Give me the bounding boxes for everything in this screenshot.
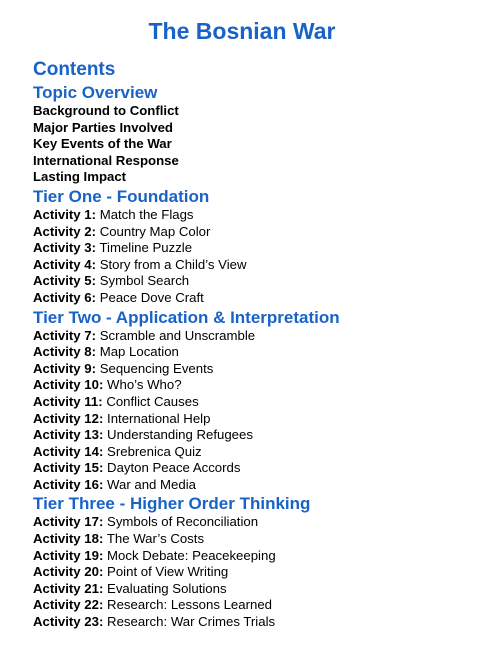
section-heading-tier-two: Tier Two - Application & Interpretation	[33, 307, 340, 327]
activity-item	[33, 581, 473, 598]
activity-number: Activity 17:	[33, 514, 104, 530]
activity-number: Activity 22:	[33, 597, 104, 613]
activity-item	[33, 564, 473, 581]
activity-item	[33, 273, 473, 290]
activity-number: Activity 23:	[33, 614, 104, 630]
activity-number: Activity 19:	[33, 547, 104, 563]
list-item: Major Parties Involved	[33, 119, 173, 135]
activity-number: Activity 20:	[33, 564, 104, 580]
activity-item	[33, 290, 473, 307]
activity-item	[33, 394, 473, 411]
activity-item	[33, 411, 473, 428]
activity-title: Mock Debate: Peacekeeping	[107, 547, 276, 563]
activity-title: Understanding Refugees	[107, 427, 253, 443]
activity-title: Sequencing Events	[99, 360, 214, 376]
activity-number: Activity 8:	[33, 344, 97, 360]
activity-title: Dayton Peace Accords	[107, 460, 241, 476]
activity-title: Who’s Who?	[107, 377, 182, 393]
activity-number: Activity 9:	[33, 360, 97, 376]
activity-title: Timeline Puzzle	[99, 240, 193, 256]
activity-item	[33, 477, 473, 494]
activity-title: Research: War Crimes Trials	[107, 614, 276, 630]
activity-number: Activity 11:	[33, 393, 103, 409]
activity-item	[33, 531, 473, 548]
activity-title: Match the Flags	[99, 206, 194, 222]
activity-title: The War’s Costs	[106, 531, 205, 547]
activity-number: Activity 10:	[33, 377, 104, 393]
activity-number: Activity 16:	[33, 476, 104, 492]
list-item: Key Events of the War	[33, 136, 172, 152]
activity-title: Research: Lessons Learned	[107, 597, 272, 613]
activity-item	[33, 597, 473, 614]
activity-number: Activity 18:	[33, 531, 104, 547]
list-item: Background to Conflict	[33, 103, 179, 118]
activity-number: Activity 3:	[33, 240, 97, 256]
section-heading-tier-three: Tier Three - Higher Order Thinking	[33, 494, 311, 514]
activity-number: Activity 15:	[33, 460, 104, 476]
activity-item	[33, 444, 473, 461]
activity-number: Activity 21:	[33, 580, 104, 596]
activity-number: Activity 2:	[33, 223, 97, 239]
activity-title: Map Location	[99, 344, 179, 360]
activity-item	[33, 427, 473, 444]
activity-number: Activity 6:	[33, 289, 97, 305]
activity-item	[33, 240, 473, 257]
table-of-contents	[33, 58, 473, 631]
activity-title: War and Media	[107, 476, 196, 492]
activity-item	[33, 460, 473, 477]
activity-item	[33, 224, 473, 241]
activity-title: Evaluating Solutions	[107, 580, 227, 596]
activity-title: Story from a Child’s View	[99, 256, 247, 272]
list-item: Lasting Impact	[33, 169, 127, 185]
activity-number: Activity 1:	[33, 206, 97, 222]
activity-number: Activity 13:	[33, 427, 104, 443]
activity-title: Symbol Search	[99, 273, 190, 289]
activity-number: Activity 7:	[33, 327, 97, 343]
list-item: International Response	[33, 152, 179, 168]
activity-item	[33, 514, 473, 531]
activity-number: Activity 5:	[33, 273, 97, 289]
activity-item	[33, 548, 473, 565]
section-heading-topic-overview: Topic Overview	[33, 83, 158, 102]
activity-title: Conflict Causes	[106, 393, 199, 409]
activity-title: Scramble and Unscramble	[99, 327, 256, 343]
activity-number: Activity 12:	[33, 410, 104, 426]
contents-heading: Contents	[33, 59, 116, 80]
activity-title: International Help	[107, 410, 211, 426]
activity-title: Point of View Writing	[107, 564, 229, 580]
activity-item	[33, 377, 473, 394]
activity-item	[33, 328, 473, 345]
section-heading-tier-one: Tier One - Foundation	[33, 186, 210, 206]
activity-item	[33, 614, 473, 631]
activity-item	[33, 207, 473, 224]
activity-title: Symbols of Reconciliation	[107, 514, 259, 530]
activity-item	[33, 257, 473, 274]
activity-number: Activity 14:	[33, 443, 104, 459]
activity-number: Activity 4:	[33, 256, 97, 272]
page-title: The Bosnian War	[148, 18, 336, 44]
activity-item	[33, 361, 473, 378]
activity-item	[33, 344, 473, 361]
activity-title: Srebrenica Quiz	[107, 443, 202, 459]
activity-title: Country Map Color	[99, 223, 211, 239]
activity-title: Peace Dove Craft	[99, 289, 204, 305]
